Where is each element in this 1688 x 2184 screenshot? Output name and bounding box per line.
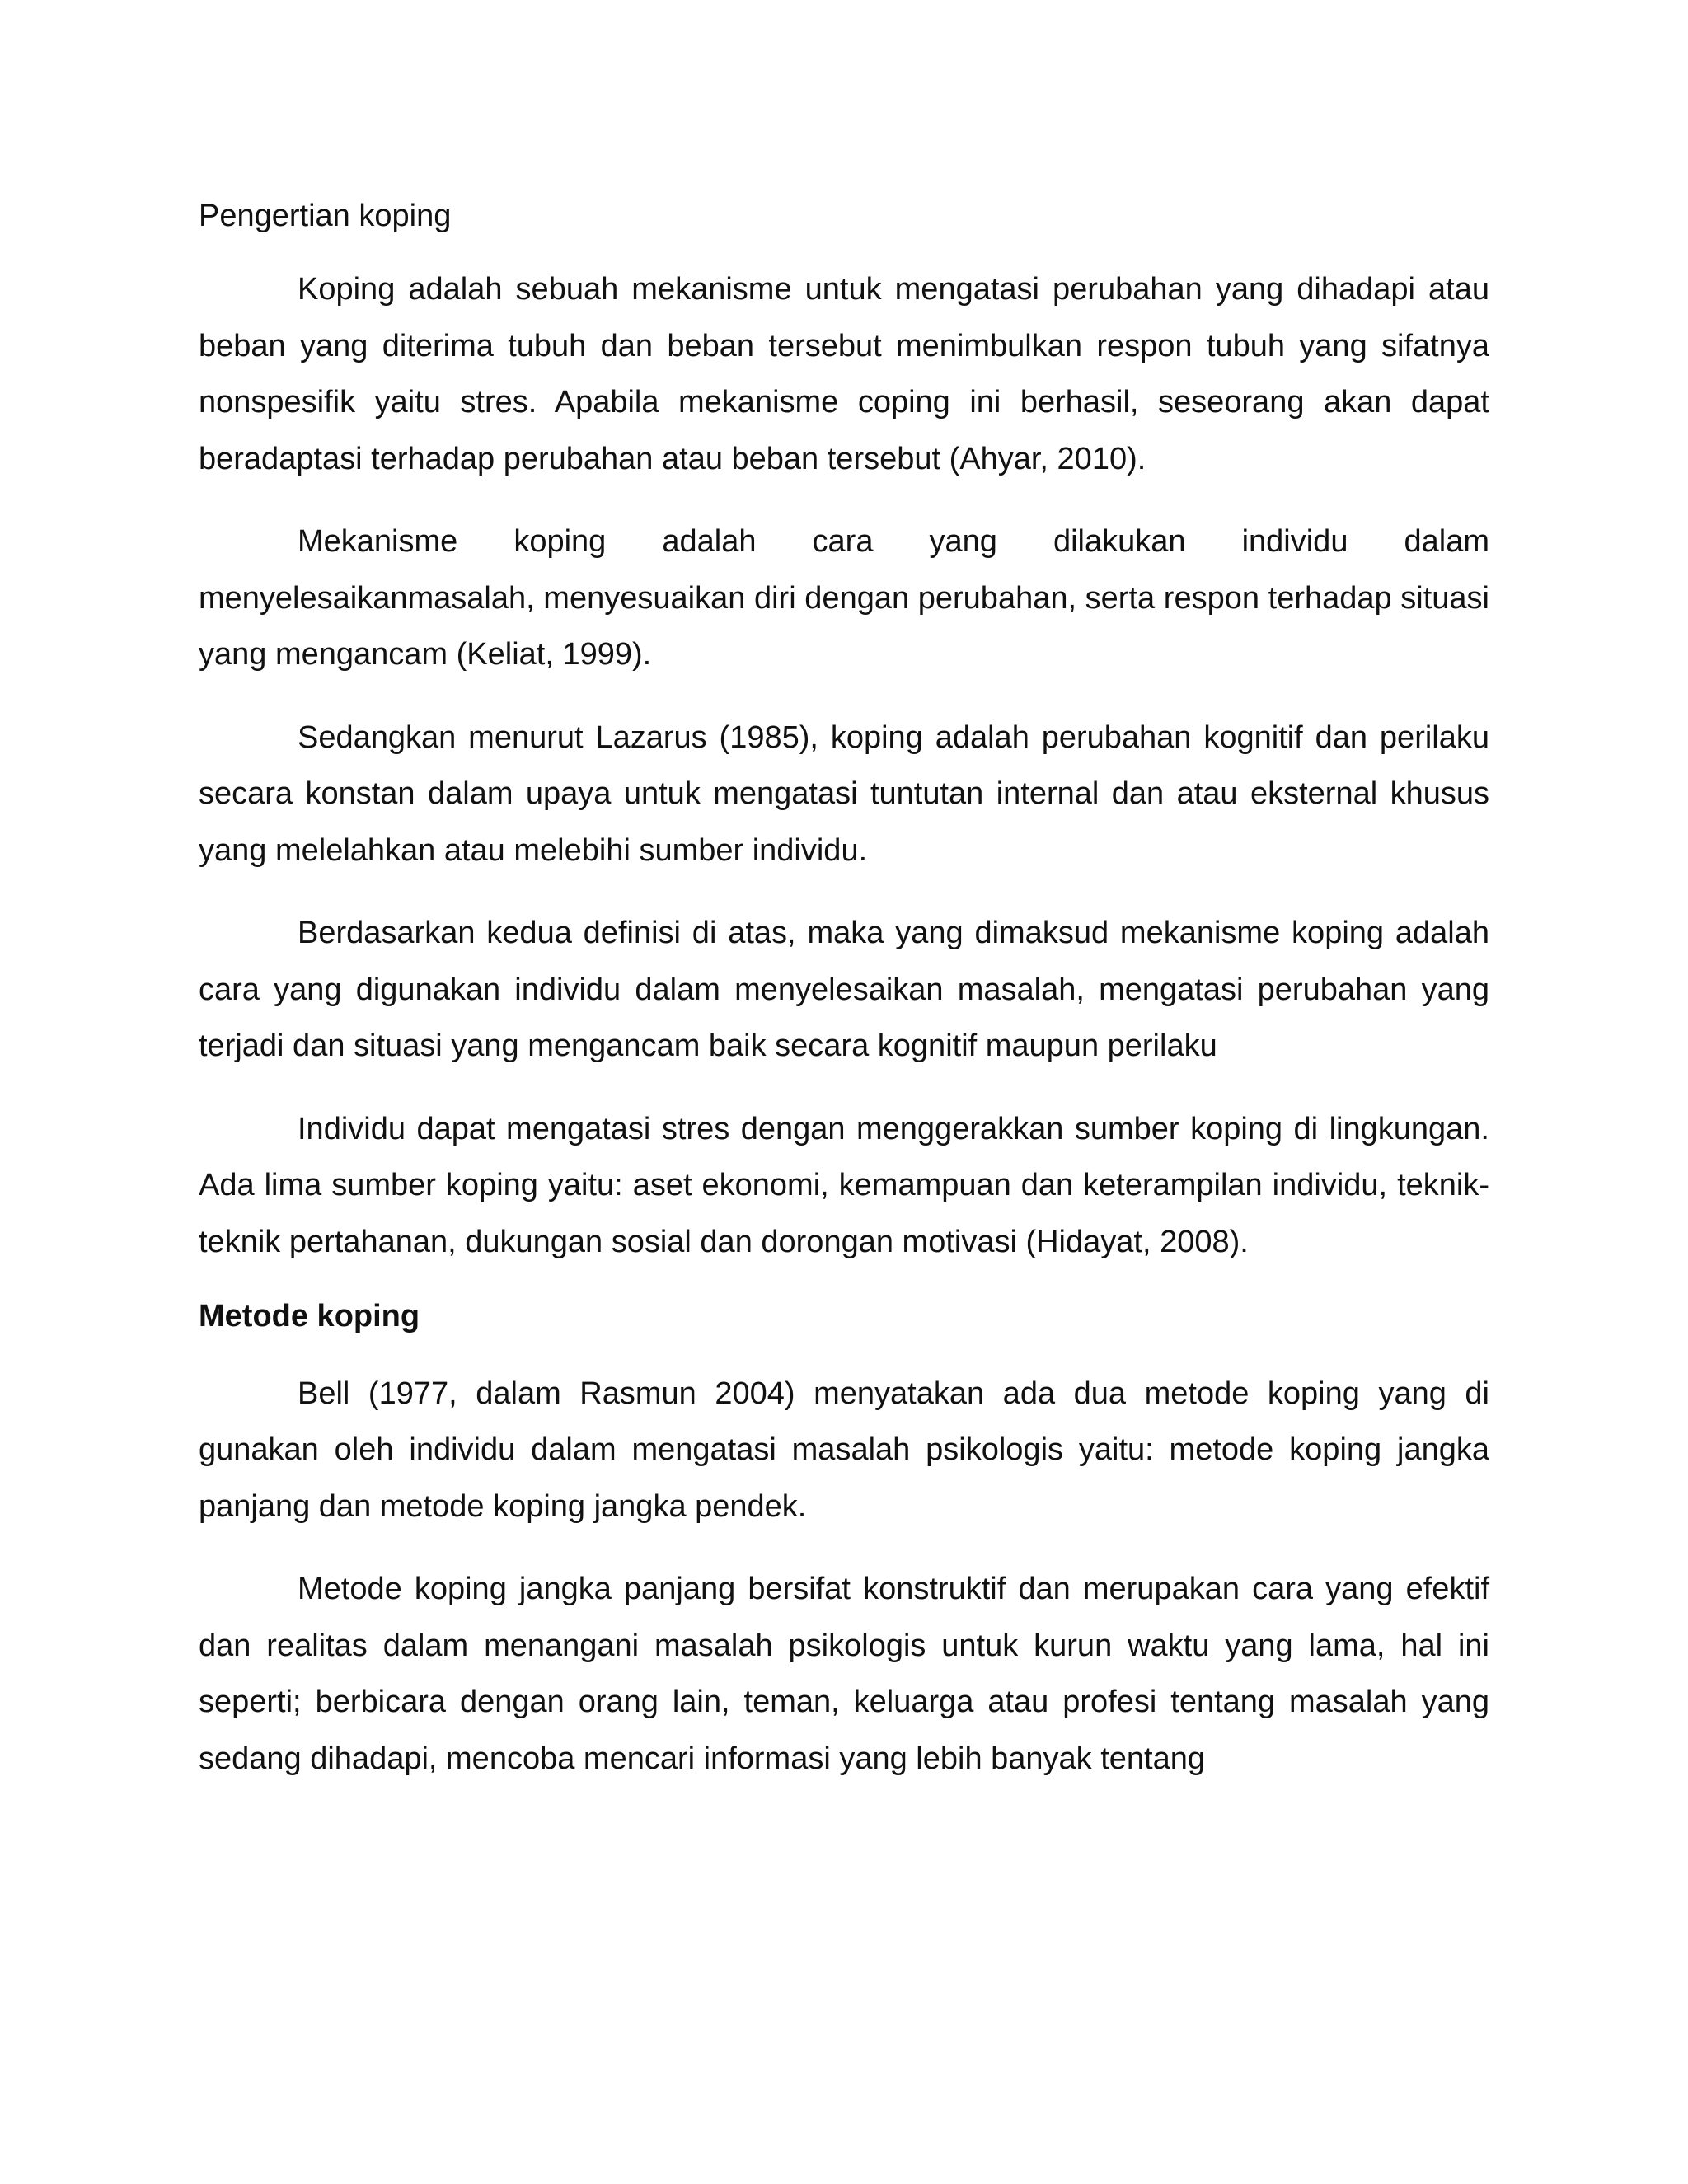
paragraph-lazarus: Sedangkan menurut Lazarus (1985), koping adalah perubahan kognitif dan perilaku secara konstan dalam upaya untuk mengatasi tuntutan internal dan atau eksternal khusus yang melelahkan atau melebihi sumber individu.	[199, 719, 1489, 868]
paragraph-sumber-koping: Individu dapat mengatasi stres dengan menggerakkan sumber koping di lingkungan. Ada lima sumber koping yaitu: aset ekonomi, kemampuan dan keterampilan individu, teknik-teknik pertahanan, dukungan sosial dan dorongan motivasi (Hidayat, 2008).	[199, 1111, 1489, 1259]
paragraph-mekanisme-koping: Mekanisme koping adalah cara yang dilakukan individu dalam menyelesaikanmasalah, menyesuaikan diri dengan perubahan, serta respon terhadap situasi yang mengancam (Keliat, 1999).	[199, 524, 1489, 673]
section-heading-pengertian: Pengertian koping	[199, 199, 452, 233]
section-heading-metode: Metode koping	[199, 1299, 420, 1334]
paragraph-bell: Bell (1977, dalam Rasmun 2004) menyatakan ada dua metode koping yang di gunakan oleh individu dalam mengatasi masalah psikologis yaitu: metode koping jangka panjang dan metode koping jangka pendek.	[199, 1376, 1489, 1524]
document-body	[199, 196, 1489, 1813]
paragraph-koping-definition: Koping adalah sebuah mekanisme untuk mengatasi perubahan yang dihadapi atau beban yang diterima tubuh dan beban tersebut menimbulkan respon tubuh yang sifatnya nonspesifik yaitu stres. Apabila mekanisme coping ini berhasil, seseorang akan dapat beradaptasi terhadap perubahan atau beban tersebut (Ahyar, 2010).	[199, 272, 1489, 476]
paragraph-jangka-panjang: Metode koping jangka panjang bersifat konstruktif dan merupakan cara yang efektif dan realitas dalam menangani masalah psikologis untuk kurun waktu yang lama, hal ini seperti; berbicara dengan orang lain, teman, keluarga atau profesi tentang masalah yang sedang dihadapi, mencoba mencari informasi yang lebih banyak tentang	[199, 1572, 1489, 1776]
paragraph-berdasarkan: Berdasarkan kedua definisi di atas, maka yang dimaksud mekanisme koping adalah cara yang digunakan individu dalam menyelesaikan masalah, mengatasi perubahan yang terjadi dan situasi yang mengancam baik secara kognitif maupun perilaku	[199, 916, 1489, 1064]
